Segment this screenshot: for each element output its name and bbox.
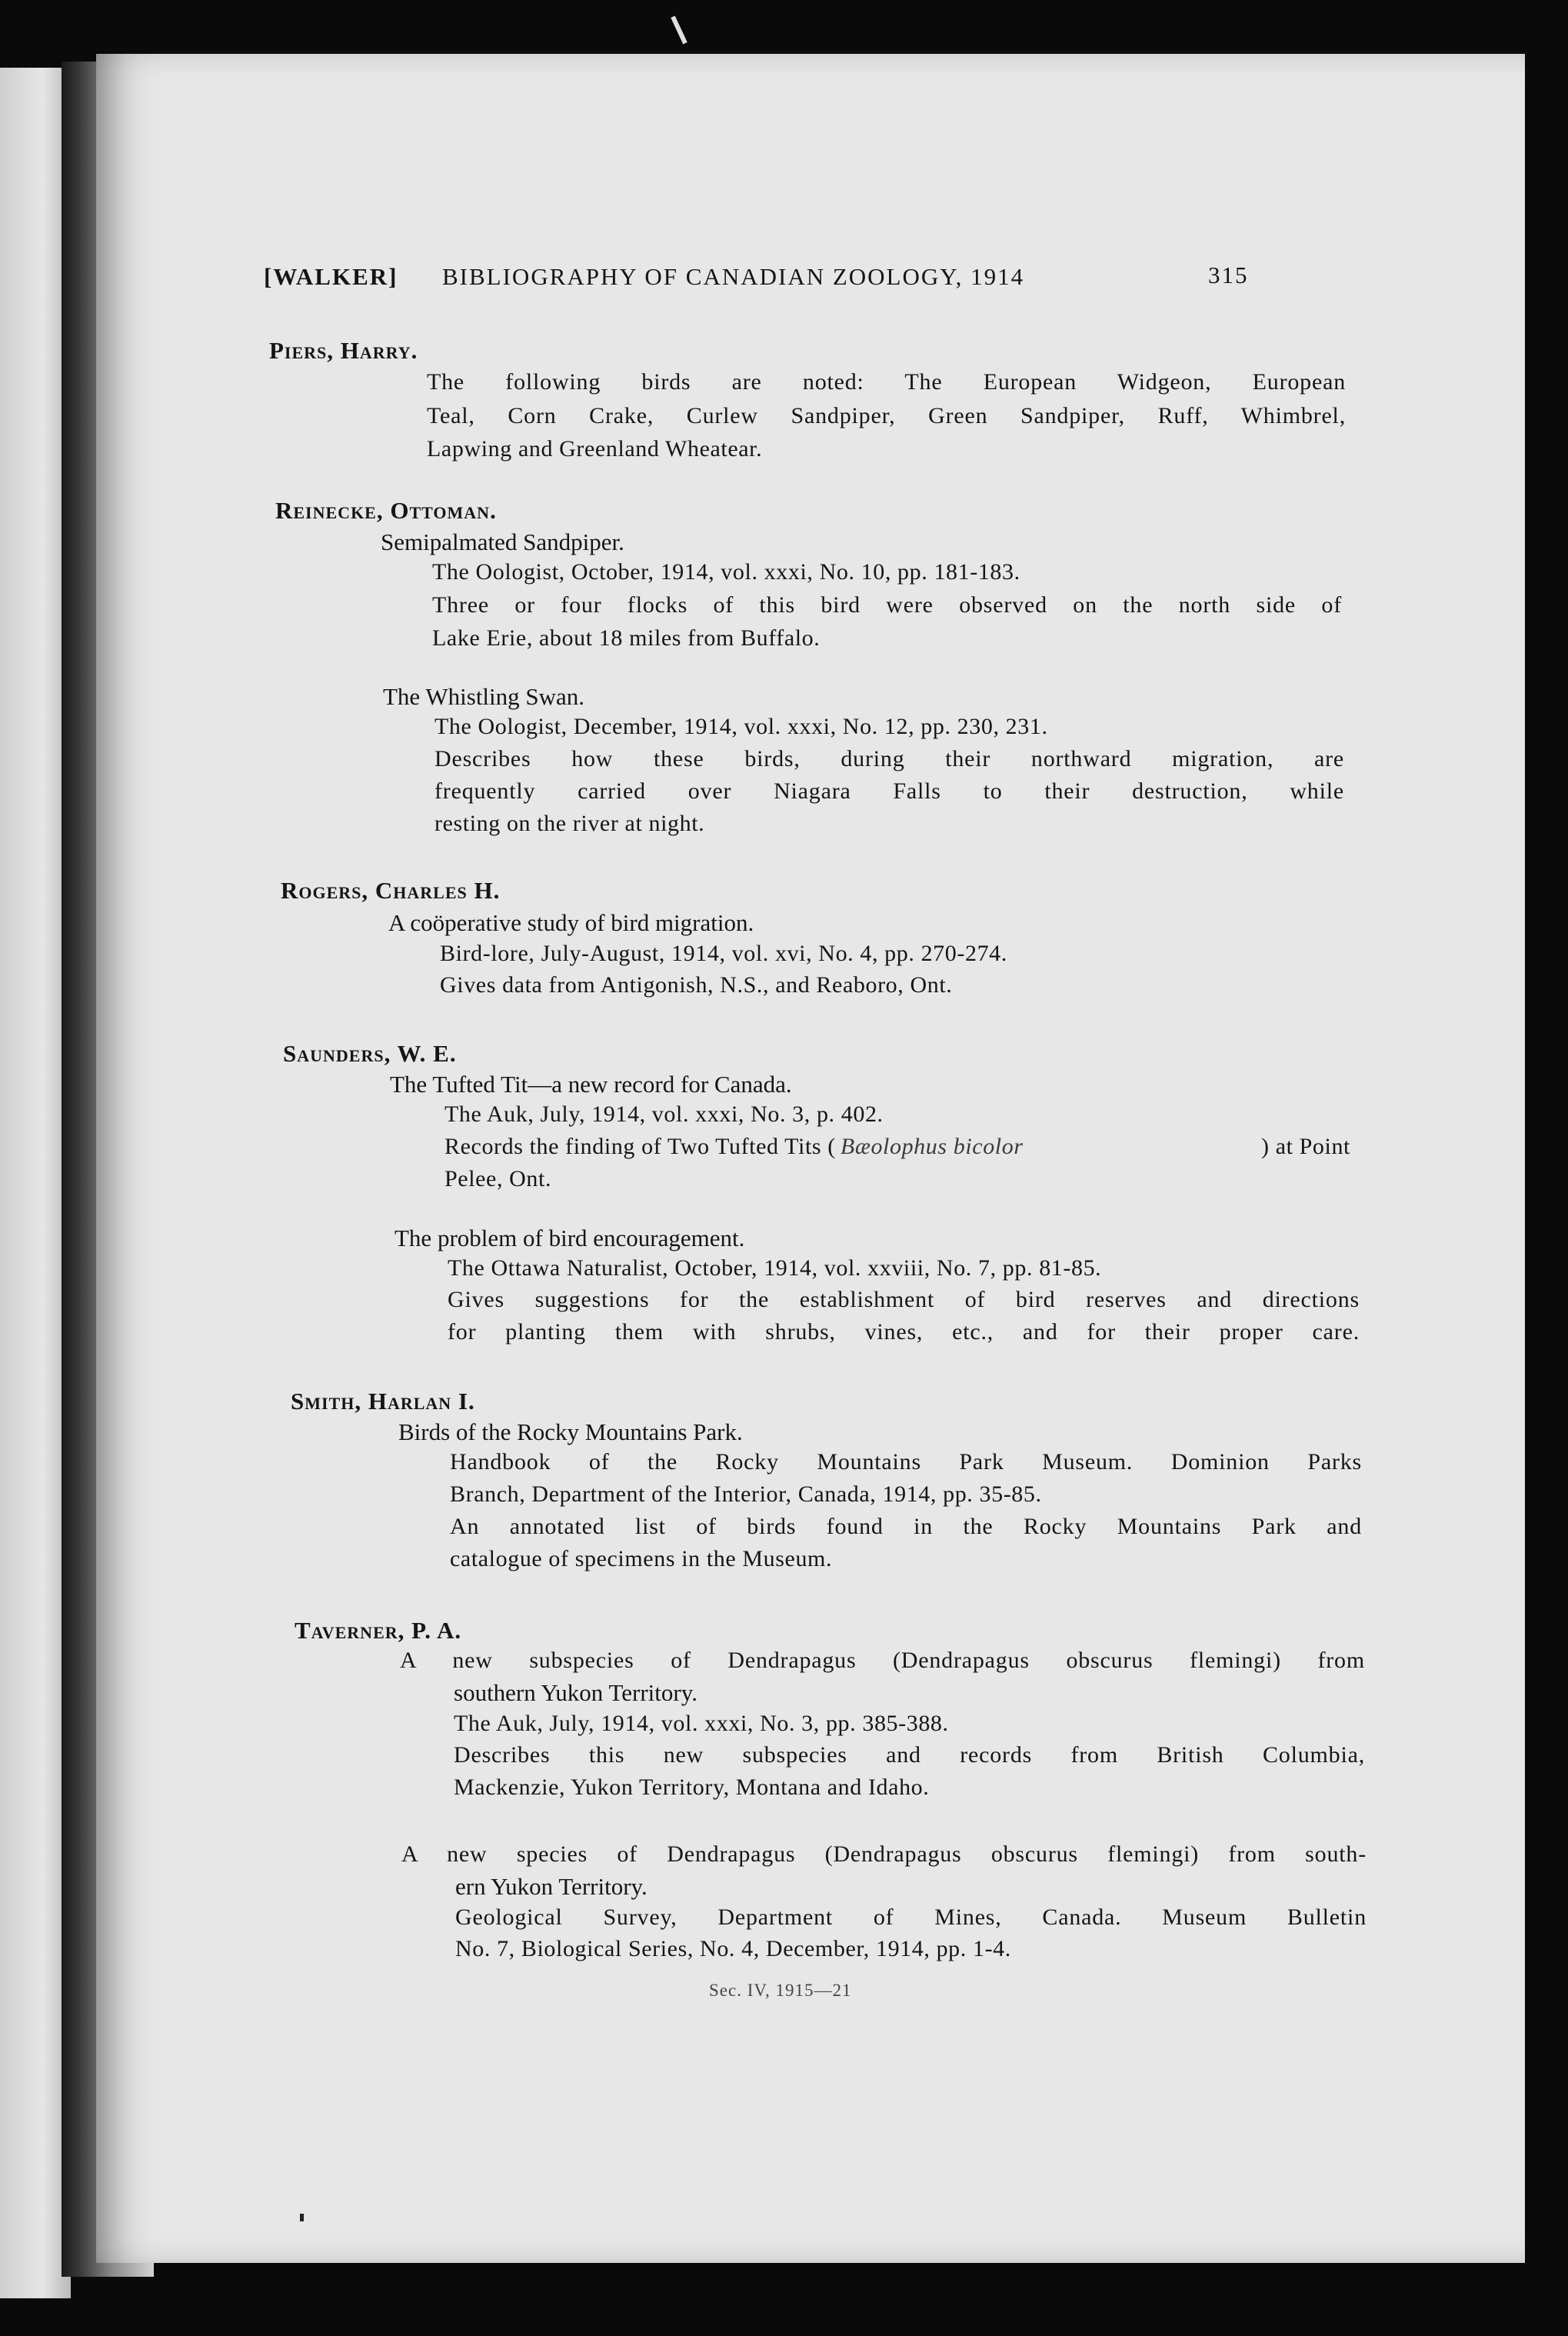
author-reinecke: Reinecke, Ottoman. [275, 497, 497, 524]
rogers-title: A coöperative study of bird migration. [388, 909, 754, 936]
signature-mark: Sec. IV, 1915—21 [709, 1981, 852, 2000]
author-smith: Smith, Harlan I. [291, 1388, 475, 1415]
taverner-desc-1-line-1: Describes this new subspecies and records from British Columbia, [454, 1742, 1365, 1768]
reinecke-desc-1-line-1: Three or four flocks of this bird were observed on the north side of [432, 592, 1342, 618]
book-page [96, 54, 1525, 2263]
rogers-desc: Gives data from Antigonish, N.S., and Reaboro, Ont. [440, 972, 953, 998]
reinecke-desc-2-line-3: resting on the river at night. [434, 811, 705, 836]
reinecke-title-2: The Whistling Swan. [383, 683, 585, 710]
reinecke-citation-2: The Oologist, December, 1914, vol. xxxi, No. 12, pp. 230, 231. [434, 714, 1048, 739]
saunders-desc-1-post: ) at Point [1261, 1134, 1350, 1159]
saunders-citation-1: The Auk, July, 1914, vol. xxxi, No. 3, p. 402. [444, 1101, 884, 1127]
reinecke-citation-1: The Oologist, October, 1914, vol. xxxi, No. 10, pp. 181-183. [432, 559, 1020, 585]
author-taverner: Taverner, P. A. [295, 1617, 462, 1644]
smith-citation-line-1: Handbook of the Rocky Mountains Park Museum. Dominion Parks [450, 1449, 1362, 1475]
taverner-citation-2-line-1: Geological Survey, Department of Mines, Canada. Museum Bulletin [455, 1904, 1367, 1930]
smith-title: Birds of the Rocky Mountains Park. [398, 1418, 743, 1445]
smith-citation-line-2: Branch, Department of the Interior, Canada, 1914, pp. 35-85. [450, 1481, 1042, 1507]
scan-speck [300, 2214, 304, 2221]
species-name-italic: Bæolophus bicolor [840, 1134, 1024, 1159]
saunders-title-2: The problem of bird encouragement. [394, 1225, 745, 1251]
saunders-title-1: The Tufted Tit—a new record for Canada. [390, 1071, 792, 1098]
page-number: 315 [1208, 262, 1249, 288]
facing-page-edge [0, 68, 71, 2298]
taverner-title-1-line-1: A new subspecies of Dendrapagus (Dendrapagus obscurus flemingi) from [400, 1648, 1365, 1673]
reinecke-desc-1-line-2: Lake Erie, about 18 miles from Buffalo. [432, 625, 821, 651]
running-head-left: [WALKER] [264, 263, 398, 290]
smith-desc-line-2: catalogue of specimens in the Museum. [450, 1546, 833, 1571]
saunders-desc-2-line-1: Gives suggestions for the establishment of bird reserves and directions [448, 1287, 1360, 1312]
piers-line-3: Lapwing and Greenland Wheatear. [427, 436, 763, 462]
saunders-desc-1-line-2: Pelee, Ont. [444, 1166, 552, 1191]
scan-speck-top [671, 16, 687, 45]
taverner-desc-1-line-2: Mackenzie, Yukon Territory, Montana and Idaho. [454, 1774, 930, 1800]
taverner-title-2-line-1: A new species of Dendrapagus (Dendrapagus obscurus flemingi) from south- [401, 1841, 1367, 1867]
piers-line-2: Teal, Corn Crake, Curlew Sandpiper, Green Sandpiper, Ruff, Whimbrel, [427, 403, 1346, 428]
smith-desc-line-1: An annotated list of birds found in the Rocky Mountains Park and [450, 1514, 1362, 1539]
taverner-citation-1: The Auk, July, 1914, vol. xxxi, No. 3, pp. 385-388. [454, 1711, 949, 1736]
rogers-citation: Bird-lore, July-August, 1914, vol. xvi, No. 4, pp. 270-274. [440, 941, 1007, 966]
running-head-title: BIBLIOGRAPHY OF CANADIAN ZOOLOGY, 1914 [442, 263, 1025, 290]
saunders-desc-1-line-1 [444, 1134, 1350, 1160]
taverner-title-1-line-2: southern Yukon Territory. [454, 1679, 697, 1706]
taverner-title-2-line-2: ern Yukon Territory. [455, 1873, 648, 1900]
author-rogers: Rogers, Charles H. [281, 877, 501, 904]
reinecke-title-1: Semipalmated Sandpiper. [381, 528, 624, 555]
saunders-desc-1-pre: Records the finding of Two Tufted Tits ( [444, 1134, 836, 1159]
author-saunders: Saunders, W. E. [283, 1040, 457, 1067]
reinecke-desc-2-line-1: Describes how these birds, during their northward migration, are [434, 746, 1344, 771]
reinecke-desc-2-line-2: frequently carried over Niagara Falls to their destruction, while [434, 778, 1344, 804]
taverner-citation-2-line-2: No. 7, Biological Series, No. 4, December, 1914, pp. 1-4. [455, 1936, 1011, 1961]
author-piers: Piers, Harry. [269, 337, 418, 364]
saunders-desc-2-line-2: for planting them with shrubs, vines, etc., and for their proper care. [448, 1319, 1360, 1345]
piers-line-1: The following birds are noted: The European Widgeon, European [427, 369, 1346, 395]
saunders-citation-2: The Ottawa Naturalist, October, 1914, vol. xxviii, No. 7, pp. 81-85. [448, 1255, 1102, 1281]
